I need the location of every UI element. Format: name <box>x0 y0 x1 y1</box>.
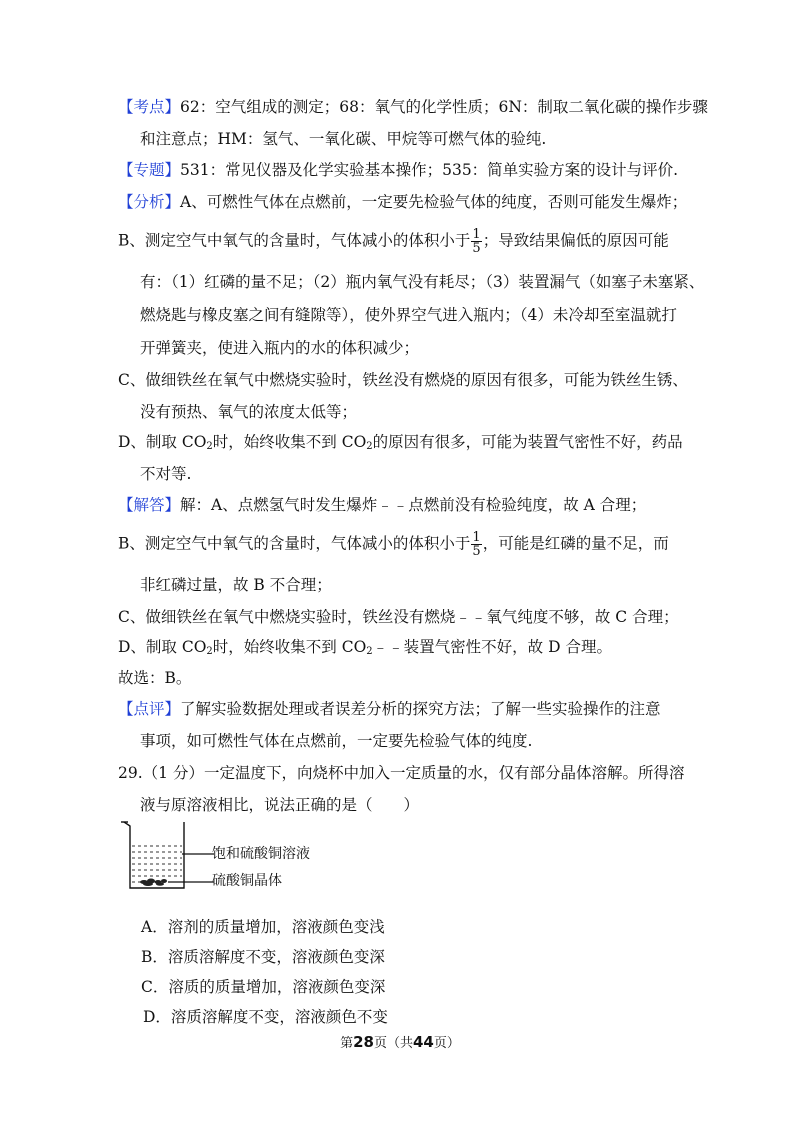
question-line-1: 29.（1 分）一定温度下，向烧杯中加入一定质量的水，仅有部分晶体溶解。所得溶 <box>118 764 685 782</box>
fenxi-text-d-post: 的原因有很多，可能为装置气密性不好，药品 <box>372 433 683 451</box>
fraction-one-fifth <box>471 228 481 255</box>
option-a[interactable]: A．溶剂的质量增加，溶液颜色变浅 <box>141 918 385 936</box>
dianping-line-2: 事项，如可燃性气体在点燃前，一定要先检验气体的纯度. <box>140 732 533 750</box>
beaker-figure <box>118 818 218 893</box>
jieda-text-d-post: ﹣﹣装置气密性不好，故 D 合理。 <box>372 638 612 656</box>
jieda-line-a <box>118 495 646 515</box>
jieda-text-d-pre: D、制取 CO <box>118 638 207 656</box>
zhuanti-tag: 【专题】 <box>118 161 181 179</box>
label-crystal: 硫酸铜晶体 <box>212 873 282 889</box>
jieda-line-c: C、做细铁丝在氧气中燃烧实验时，铁丝没有燃烧﹣﹣氧气纯度不够，故 C 合理； <box>118 608 679 626</box>
jieda-tag: 【解答】 <box>118 496 181 514</box>
co2-subscript: 2 <box>206 646 213 657</box>
option-d[interactable]: D．溶质溶解度不变，溶液颜色不变 <box>143 1008 388 1026</box>
fenxi-text-b-pre: B、测定空气中氧气的含量时，气体减小的体积小于 <box>118 231 471 250</box>
fraction-one-fifth <box>471 531 481 558</box>
fenxi-tag: 【分析】 <box>118 193 181 211</box>
jieda-text-a: 解：A、点燃氢气时发生爆炸﹣﹣点燃前没有检验纯度，故 A 合理； <box>180 496 647 514</box>
zhuanti-text: 531：常见仪器及化学实验基本操作；535：简单实验方案的设计与评价. <box>180 161 679 179</box>
fenxi-line-b3: 燃烧匙与橡皮塞之间有缝隙等），使外界空气进入瓶内；（4）未冷却至室温就打 <box>140 306 677 324</box>
crystal-sediment <box>140 879 167 887</box>
fraction-denominator: 5 <box>472 544 481 559</box>
fenxi-text-d-mid: 时，始终收集不到 CO <box>212 433 367 451</box>
footer-page-number: 28 <box>353 1033 374 1051</box>
footer-total-pages: 44 <box>413 1033 434 1051</box>
fraction-numerator: 1 <box>472 530 481 545</box>
question-line-2: 液与原溶液相比，说法正确的是（ ） <box>140 796 420 814</box>
dianping-line-1 <box>118 699 661 719</box>
fenxi-line-b4: 开弹簧夹，使进入瓶内的水的体积减少； <box>140 339 420 357</box>
co2-subscript: 2 <box>366 646 373 657</box>
option-b[interactable]: B．溶质溶解度不变，溶液颜色变深 <box>141 948 385 966</box>
beaker-outline <box>121 822 184 888</box>
fenxi-line-c1: C、做细铁丝在氧气中燃烧实验时，铁丝没有燃烧的原因有很多，可能为铁丝生锈、 <box>118 371 688 389</box>
co2-subscript: 2 <box>366 441 373 452</box>
dianping-text-1: 了解实验数据处理或者误差分析的探究方法；了解一些实验操作的注意 <box>180 700 661 718</box>
fenxi-line-c2: 没有预热、氧气的浓度太低等； <box>140 403 358 421</box>
option-c[interactable]: C．溶质的质量增加，溶液颜色变深 <box>141 978 386 996</box>
co2-subscript: 2 <box>206 441 213 452</box>
jieda-text-b-post: ，可能是红磷的量不足，而 <box>482 534 669 553</box>
kaodian-line-1 <box>118 97 708 117</box>
fenxi-text-a: A、可燃性气体在点燃前，一定要先检验气体的纯度，否则可能发生爆炸； <box>180 193 688 211</box>
jieda-line-d <box>118 637 612 657</box>
fenxi-text-d-pre: D、制取 CO <box>118 433 207 451</box>
fenxi-line-d1 <box>118 432 683 452</box>
zhuanti-line <box>118 160 678 180</box>
fenxi-line-b <box>118 228 669 255</box>
kaodian-tag: 【考点】 <box>118 98 181 116</box>
fenxi-line-d2: 不对等. <box>140 465 192 483</box>
jieda-line-b2: 非红磷过量，故 B 不合理； <box>140 576 332 594</box>
label-saturated-solution: 饱和硫酸铜溶液 <box>212 846 310 862</box>
fenxi-line-b2: 有：（1）红磷的量不足；（2）瓶内氧气没有耗尽；（3）装置漏气（如塞子未塞紧、 <box>140 273 705 291</box>
page-footer <box>0 1032 800 1051</box>
jieda-text-b-pre: B、测定空气中氧气的含量时，气体减小的体积小于 <box>118 534 471 553</box>
solution-liquid <box>132 846 182 882</box>
kaodian-line-2: 和注意点；HM：氢气、一氧化碳、甲烷等可燃气体的验纯. <box>140 130 547 148</box>
fenxi-text-b-post: ；导致结果偏低的原因可能 <box>482 231 669 250</box>
kaodian-text-1: 62：空气组成的测定；68：氧气的化学性质；6N：制取二氧化碳的操作步骤 <box>180 98 708 116</box>
jieda-choice: 故选：B。 <box>118 669 192 687</box>
footer-suffix: 页） <box>433 1036 460 1051</box>
fraction-numerator: 1 <box>472 227 481 242</box>
footer-prefix: 第 <box>340 1036 354 1051</box>
footer-middle: 页（共 <box>373 1036 413 1051</box>
jieda-line-b <box>118 531 669 558</box>
fraction-denominator: 5 <box>472 241 481 256</box>
dianping-tag: 【点评】 <box>118 700 181 718</box>
jieda-text-d-mid: 时，始终收集不到 CO <box>212 638 367 656</box>
fenxi-line-a <box>118 192 687 212</box>
